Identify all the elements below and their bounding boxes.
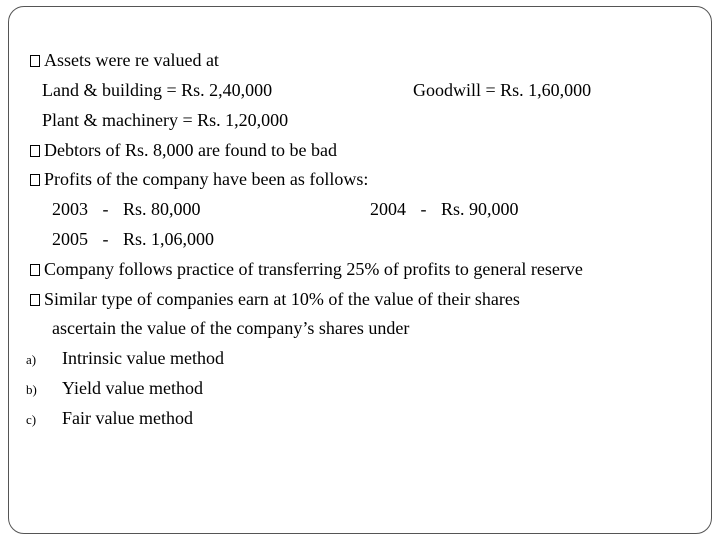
similar-text-1: Similar type of companies earn at 10% of the value of their shares [44,289,520,309]
method-item-b [26,377,203,401]
profits-heading-line [30,168,368,190]
goodwill-line: Goodwill = Rs. 1,60,000 [413,80,592,100]
reserve-text: Company follows practice of transferring 25% of profits to general reserve [44,259,583,279]
square-bullet-icon [30,55,40,67]
profit-separator: - [102,199,109,219]
debtors-text: Debtors of Rs. 8,000 are found to be bad [44,140,337,160]
similar-line-1 [30,288,520,310]
profit-entry-2003 [52,198,201,220]
square-bullet-icon [30,264,40,276]
list-marker: a) [26,352,37,367]
plant-machinery-line: Plant & machinery = Rs. 1,20,000 [42,110,289,130]
assets-heading-line [30,49,219,71]
profit-entry-2004 [370,198,519,220]
method-label: Intrinsic value method [62,348,224,368]
land-building-line: Land & building = Rs. 2,40,000 [42,80,273,100]
profit-separator: - [420,199,427,219]
profit-amount: Rs. 1,06,000 [123,229,215,249]
profit-separator: - [102,229,109,249]
profit-year: 2003 [52,199,88,219]
method-label: Yield value method [62,378,203,398]
list-marker: c) [26,412,37,427]
assets-heading: Assets were re valued at [44,50,219,70]
profit-year: 2005 [52,229,88,249]
profits-heading: Profits of the company have been as follows: [44,169,369,189]
reserve-line [30,258,583,280]
square-bullet-icon [30,294,40,306]
profit-amount: Rs. 80,000 [123,199,201,219]
debtors-line [30,139,337,161]
profit-entry-2005 [52,228,214,250]
method-label: Fair value method [62,408,193,428]
square-bullet-icon [30,174,40,186]
list-marker: b) [26,382,37,397]
profit-amount: Rs. 90,000 [441,199,519,219]
square-bullet-icon [30,145,40,157]
similar-line-2: ascertain the value of the company’s shares under [52,318,410,338]
method-item-a [26,347,224,371]
profit-year: 2004 [370,199,406,219]
method-item-c [26,407,193,431]
